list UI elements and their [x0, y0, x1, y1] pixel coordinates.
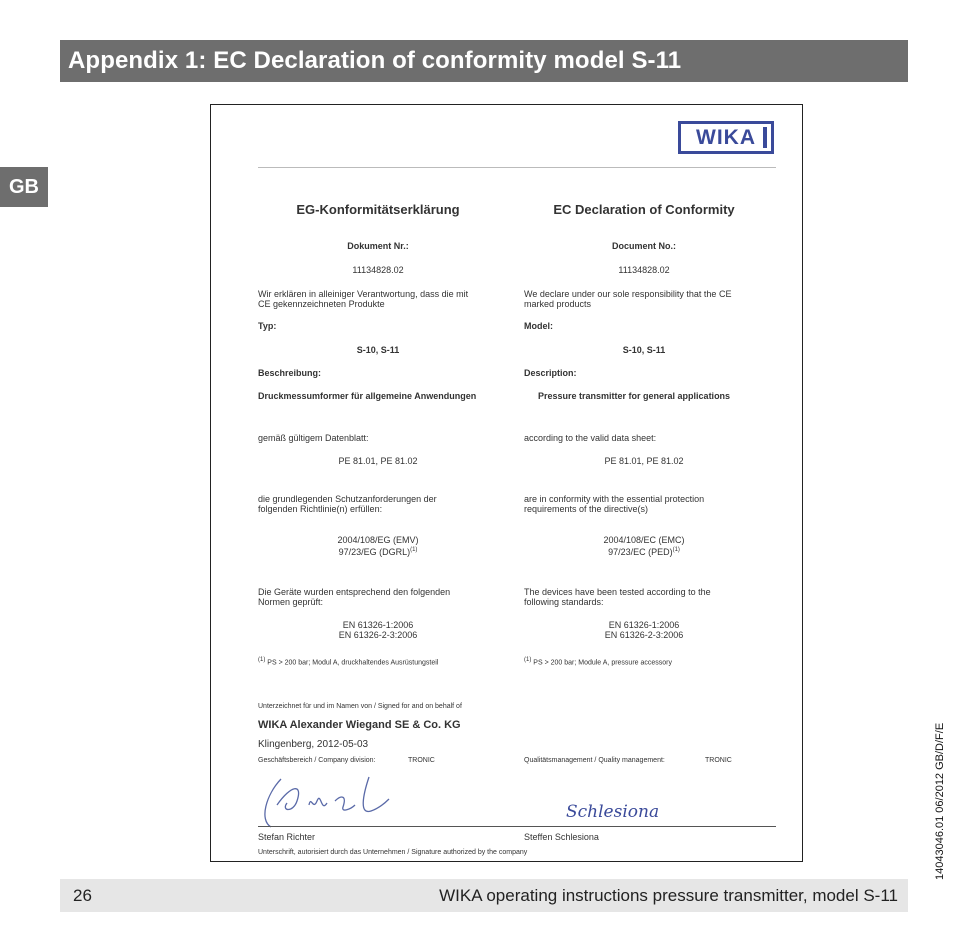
- doc-number-de: 11134828.02: [352, 265, 404, 275]
- std-en-2: EN 61326-2-3:2006: [604, 630, 684, 640]
- signature-2: Schlesiona: [566, 802, 660, 822]
- section-title: Appendix 1: EC Declaration of conformity model S-11: [68, 47, 682, 74]
- datasheet-value-de: PE 81.01, PE 81.02: [338, 456, 418, 466]
- directive-de-2: [233, 545, 523, 557]
- directive-de-1: 2004/108/EG (EMV): [337, 535, 419, 545]
- division-label: Geschäftsbereich / Company division:: [258, 757, 376, 764]
- doc-number-en: 11134828.02: [618, 265, 670, 275]
- doc-label-en: Document No.:: [612, 241, 676, 251]
- std-de-2: EN 61326-2-3:2006: [338, 630, 418, 640]
- desc-label-en: Description:: [524, 368, 577, 378]
- type-value-en: S-10, S-11: [622, 345, 666, 355]
- type-value-de: S-10, S-11: [356, 345, 400, 355]
- signer-2-name: Steffen Schlesiona: [524, 832, 599, 842]
- title-en: EC Declaration of Conformity: [553, 202, 735, 217]
- directive-en-2-text: 97/23/EC (PED): [608, 547, 673, 557]
- page-number: 26: [73, 886, 92, 905]
- signature-authorized-note: Unterschrift, autorisiert durch das Unternehmen / Signature authorized by the company: [258, 849, 528, 856]
- note-marker: (1): [672, 547, 680, 553]
- signer-1-name: Stefan Richter: [258, 832, 316, 842]
- company-name: WIKA Alexander Wiegand SE & Co. KG: [258, 719, 461, 731]
- directive-en-1: 2004/108/EC (EMC): [603, 535, 685, 545]
- qm-value: TRONIC: [705, 757, 732, 764]
- signed-for-text: Unterzeichnet für und im Namen von / Signed for and on behalf of: [258, 703, 462, 710]
- directive-en-2: [509, 545, 779, 557]
- tested-en-2: following standards:: [524, 597, 604, 607]
- declare-de-1: Wir erklären in alleiniger Verantwortung, dass die mit: [258, 289, 469, 299]
- desc-label-de: Beschreibung:: [258, 368, 322, 378]
- header-rule: [258, 167, 776, 168]
- datasheet-label-en: according to the valid data sheet:: [524, 433, 657, 443]
- page-footer: [60, 879, 908, 912]
- document-code: 14043046.01 06/2012 GB/D/F/E: [934, 722, 946, 880]
- declaration-certificate: [210, 104, 803, 862]
- wika-logo: [678, 121, 774, 154]
- declare-en-1: We declare under our sole responsibility that the CE: [524, 289, 732, 299]
- tested-de-1: Die Geräte wurden entsprechend den folgenden: [258, 587, 451, 597]
- qm-label: Qualitätsmanagement / Quality management:: [524, 757, 665, 764]
- section-header: [60, 40, 908, 82]
- type-label-de: Typ:: [258, 321, 277, 331]
- type-label-en: Model:: [524, 321, 553, 331]
- directive-de-2-text: 97/23/EG (DGRL): [338, 547, 411, 557]
- footer-title: WIKA operating instructions pressure transmitter, model S-11: [439, 886, 898, 905]
- footnote-de: [258, 655, 438, 668]
- desc-value-de: Druckmessumformer für allgemeine Anwendungen: [258, 391, 477, 401]
- doc-label-de: Dokument Nr.:: [347, 241, 409, 251]
- declare-de-2: CE gekennzeichneten Produkte: [258, 299, 385, 309]
- footnote-en: [524, 655, 672, 668]
- division-value: TRONIC: [408, 757, 435, 764]
- desc-value-en: Pressure transmitter for general applications: [538, 391, 731, 401]
- note-marker: (1): [410, 547, 418, 553]
- wika-logo-text: WIKA: [696, 126, 756, 149]
- note-marker: (1): [524, 657, 532, 663]
- tested-en-1: The devices have been tested according to the: [524, 587, 711, 597]
- logo-bar: [763, 127, 767, 148]
- language-tab-gb: GB: [0, 167, 48, 207]
- footnote-en-text: PS > 200 bar; Module A, pressure accessory: [533, 659, 673, 667]
- req-de-2: folgenden Richtlinie(n) erfüllen:: [258, 504, 383, 514]
- signature-1: [251, 765, 401, 833]
- std-de-1: EN 61326-1:2006: [342, 620, 414, 630]
- note-marker: (1): [258, 657, 266, 663]
- tested-de-2: Normen geprüft:: [258, 597, 324, 607]
- datasheet-label-de: gemäß gültigem Datenblatt:: [258, 433, 369, 443]
- req-en-2: requirements of the directive(s): [524, 504, 649, 514]
- req-de-1: die grundlegenden Schutzanforderungen der: [258, 494, 437, 504]
- std-en-1: EN 61326-1:2006: [608, 620, 680, 630]
- signature-rule: [258, 826, 776, 827]
- declare-en-2: marked products: [524, 299, 592, 309]
- title-de: EG-Konformitätserklärung: [296, 202, 460, 217]
- datasheet-value-en: PE 81.01, PE 81.02: [604, 456, 684, 466]
- req-en-1: are in conformity with the essential protection: [524, 494, 705, 504]
- place-date: Klingenberg, 2012-05-03: [258, 739, 369, 750]
- footnote-de-text: PS > 200 bar; Modul A, druckhaltendes Ausrüstungsteil: [267, 659, 439, 667]
